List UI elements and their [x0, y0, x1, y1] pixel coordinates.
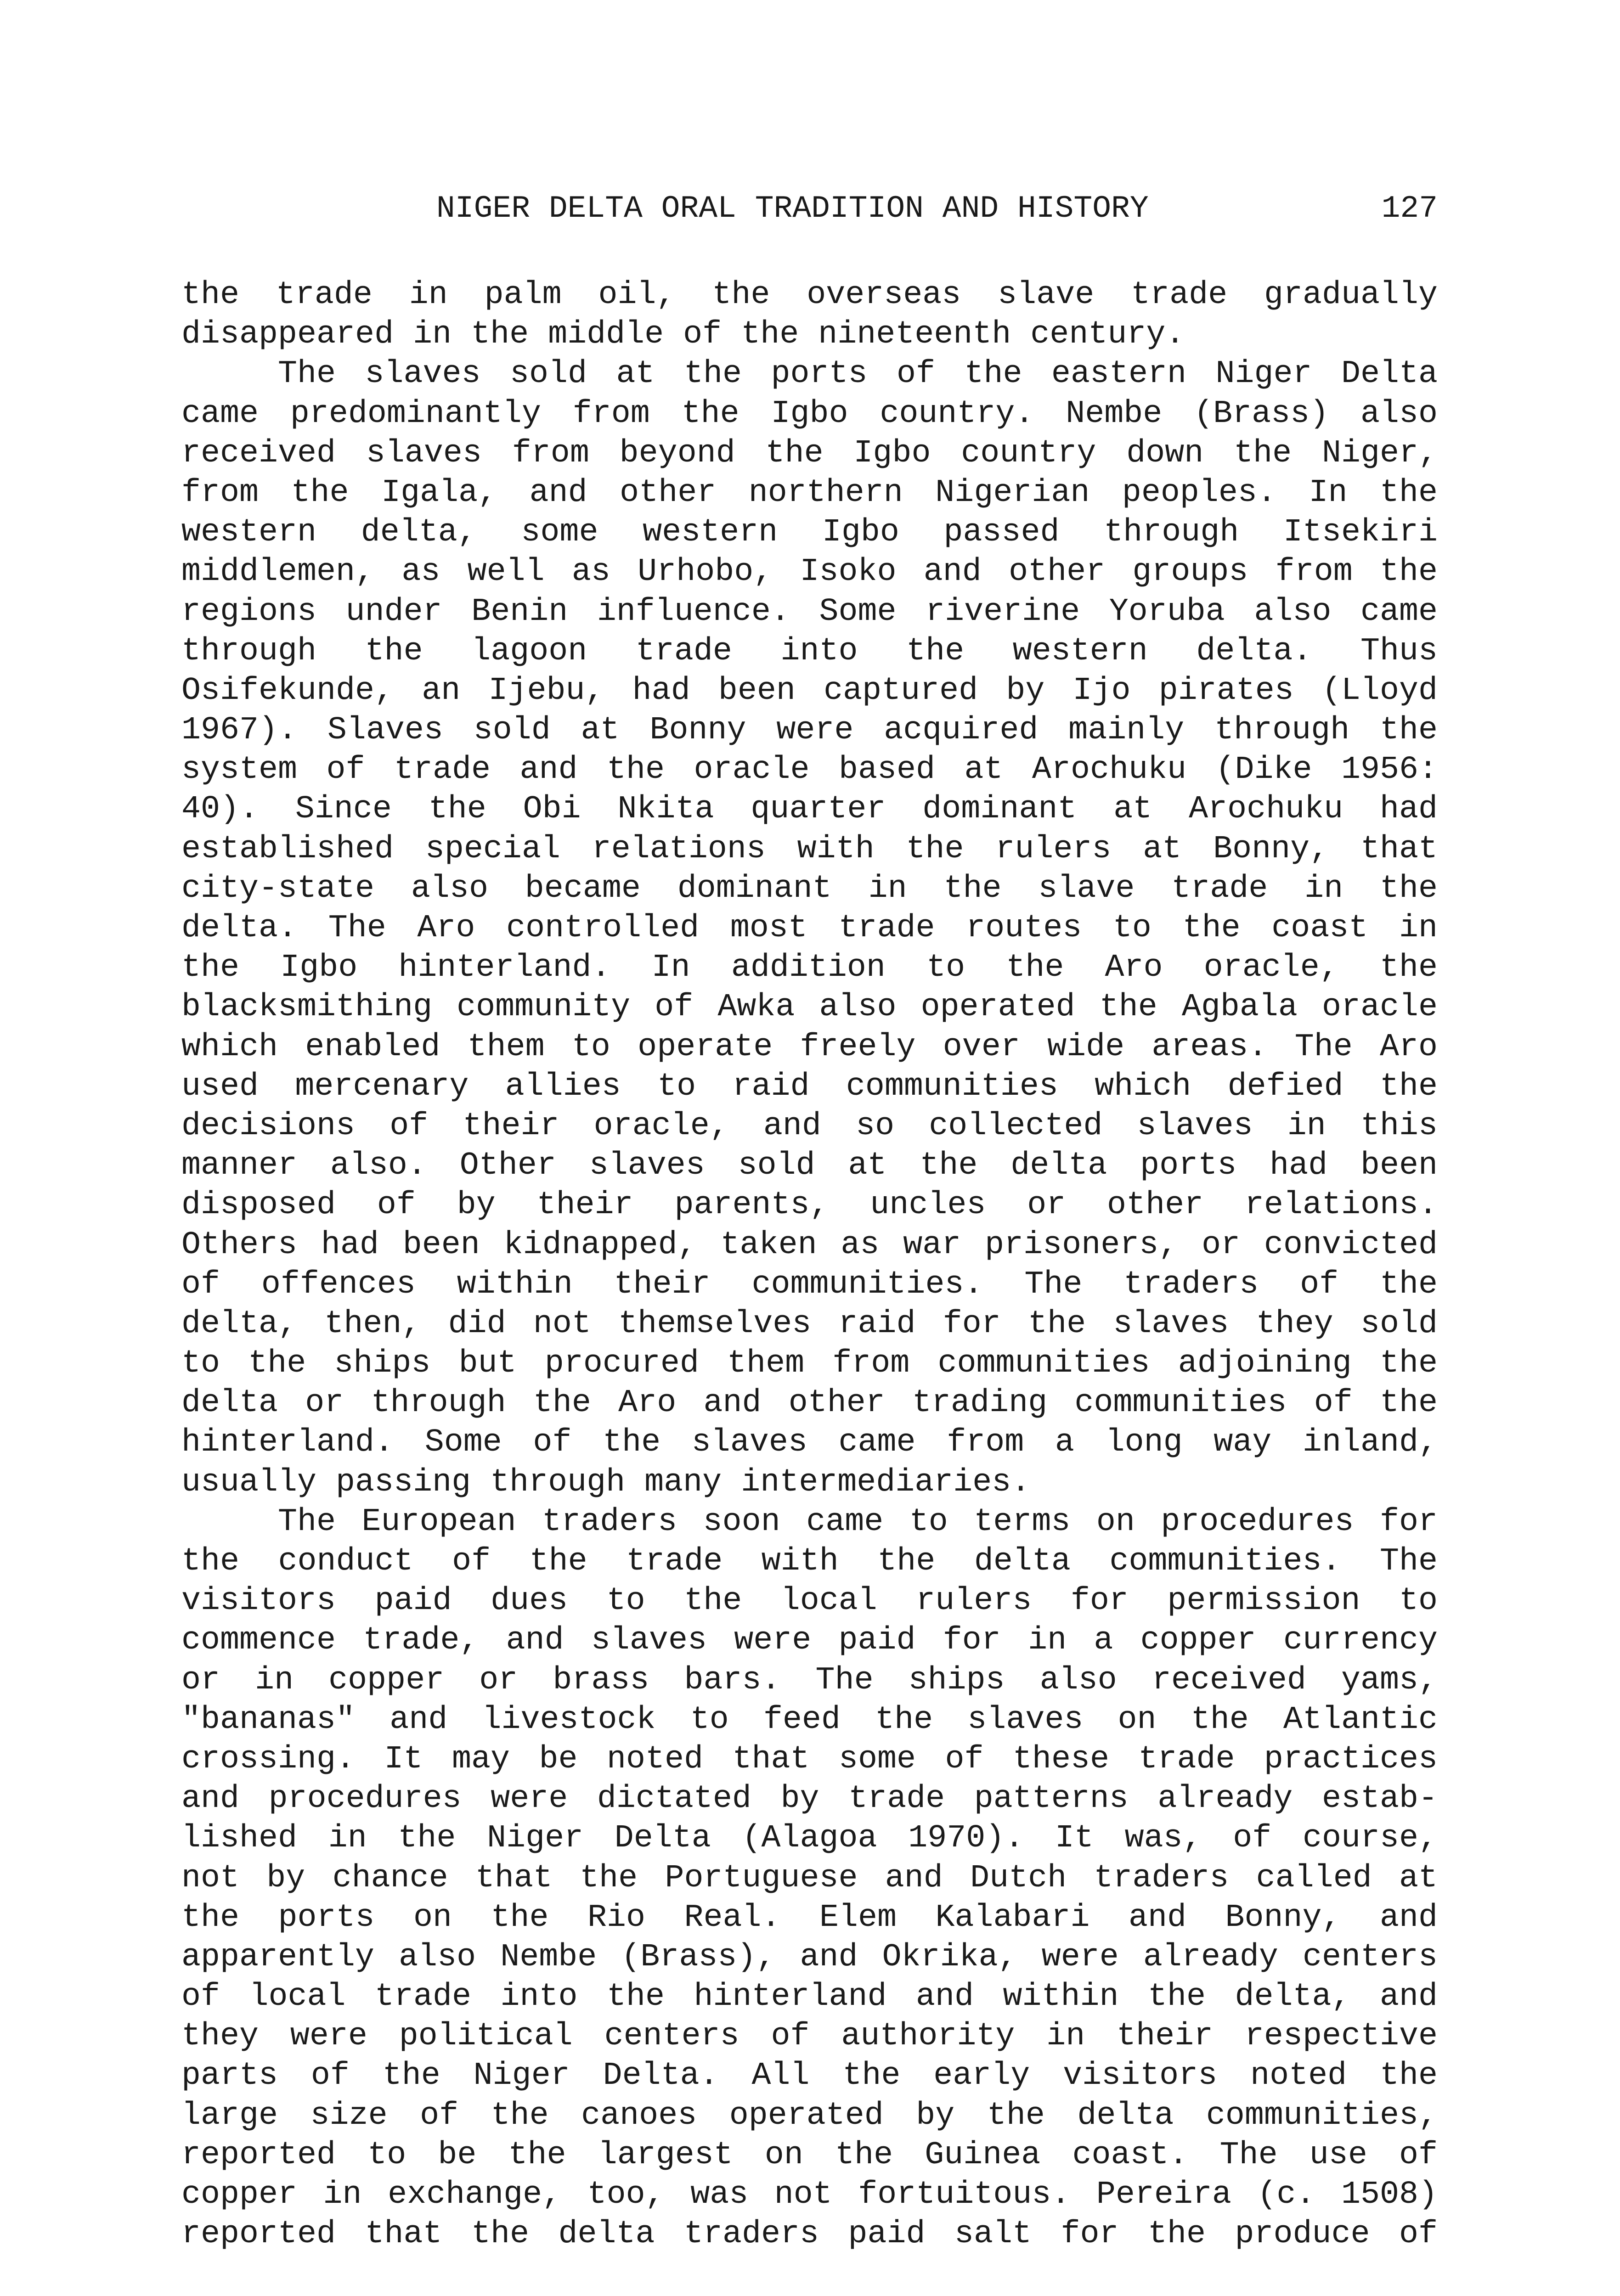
- text-line: established special relations with the rulers at Bonny, that: [181, 831, 1438, 867]
- text-line: system of trade and the oracle based at Arochuku (Dike 1956:: [181, 752, 1438, 788]
- text-line: Others had been kidnapped, taken as war prisoners, or convicted: [181, 1227, 1438, 1263]
- text-line: The European traders soon came to terms on procedures for: [278, 1503, 1438, 1540]
- text-line: not by chance that the Portuguese and Dutch traders called at: [181, 1860, 1438, 1896]
- text-line: the conduct of the trade with the delta communities. The: [181, 1543, 1438, 1580]
- text-line: 1967). Slaves sold at Bonny were acquired mainly through the: [181, 712, 1438, 749]
- text-line: reported to be the largest on the Guinea coast. The use of: [181, 2137, 1438, 2173]
- text-line: usually passing through many intermediaries.: [181, 1464, 1031, 1501]
- text-line: of local trade into the hinterland and within the delta, and: [181, 1979, 1438, 2015]
- text-line: they were political centers of authority in their respective: [181, 2018, 1438, 2055]
- text-line: middlemen, as well as Urhobo, Isoko and other groups from the: [181, 554, 1438, 591]
- text-line: copper in exchange, too, was not fortuitous. Pereira (c. 1508): [181, 2177, 1438, 2213]
- text-line: received slaves from beyond the Igbo country down the Niger,: [181, 435, 1438, 472]
- text-line: apparently also Nembe (Brass), and Okrika, were already centers: [181, 1939, 1438, 1975]
- text-line: commence trade, and slaves were paid for in a copper currency: [181, 1622, 1438, 1659]
- text-line: blacksmithing community of Awka also operated the Agbala oracle: [181, 989, 1438, 1026]
- text-line: the trade in palm oil, the overseas slave trade gradually: [181, 277, 1438, 313]
- text-line: delta, then, did not themselves raid for the slaves they sold: [181, 1306, 1438, 1342]
- text-line: large size of the canoes operated by the delta communities,: [181, 2097, 1438, 2134]
- text-line: western delta, some western Igbo passed through Itsekiri: [181, 514, 1438, 551]
- text-line: the ports on the Rio Real. Elem Kalabari and Bonny, and: [181, 1899, 1438, 1936]
- text-line: the Igbo hinterland. In addition to the Aro oracle, the: [181, 950, 1438, 986]
- text-line: from the Igala, and other northern Nigerian peoples. In the: [181, 474, 1438, 511]
- text-line: which enabled them to operate freely over wide areas. The Aro: [181, 1029, 1438, 1065]
- text-line: and procedures were dictated by trade patterns already estab-: [181, 1781, 1438, 1818]
- text-line: delta. The Aro controlled most trade routes to the coast in: [181, 910, 1438, 946]
- text-line: through the lagoon trade into the western delta. Thus: [181, 633, 1438, 670]
- text-line: 40). Since the Obi Nkita quarter dominant at Arochuku had: [181, 791, 1438, 828]
- text-line: Osifekunde, an Ijebu, had been captured by Ijo pirates (Lloyd: [181, 672, 1438, 709]
- text-line: lished in the Niger Delta (Alagoa 1970). It was, of course,: [181, 1820, 1438, 1857]
- page-header: [181, 181, 1438, 236]
- text-line: "bananas" and livestock to feed the slaves on the Atlantic: [181, 1701, 1438, 1738]
- text-line: delta or through the Aro and other trading communities of the: [181, 1385, 1438, 1422]
- text-line: parts of the Niger Delta. All the early visitors noted the: [181, 2058, 1438, 2094]
- text-line: crossing. It may be noted that some of these trade practices: [181, 1741, 1438, 1778]
- text-line: came predominantly from the Igbo country. Nembe (Brass) also: [181, 395, 1438, 432]
- text-line: or in copper or brass bars. The ships also received yams,: [181, 1662, 1438, 1699]
- text-line: manner also. Other slaves sold at the delta ports had been: [181, 1148, 1438, 1184]
- running-title: NIGER DELTA ORAL TRADITION AND HISTORY: [436, 191, 1149, 226]
- text-line: visitors paid dues to the local rulers for permission to: [181, 1583, 1438, 1620]
- text-line: used mercenary allies to raid communities which defied the: [181, 1068, 1438, 1105]
- text-line: hinterland. Some of the slaves came from a long way inland,: [181, 1424, 1438, 1461]
- text-line: disposed of by their parents, uncles or other relations.: [181, 1187, 1438, 1224]
- text-line: decisions of their oracle, and so collected slaves in this: [181, 1108, 1438, 1144]
- text-line: reported that the delta traders paid salt for the produce of: [181, 2216, 1438, 2253]
- text-line: The slaves sold at the ports of the eastern Niger Delta: [278, 356, 1438, 393]
- text-line: of offences within their communities. The traders of the: [181, 1266, 1438, 1303]
- text-line: disappeared in the middle of the nineteenth century.: [181, 316, 1185, 353]
- page-number: 127: [1381, 191, 1438, 226]
- text-line: city-state also became dominant in the slave trade in the: [181, 870, 1438, 907]
- body-text: [181, 276, 1438, 2254]
- text-line: to the ships but procured them from communities adjoining the: [181, 1345, 1438, 1382]
- text-line: regions under Benin influence. Some riverine Yoruba also came: [181, 593, 1438, 630]
